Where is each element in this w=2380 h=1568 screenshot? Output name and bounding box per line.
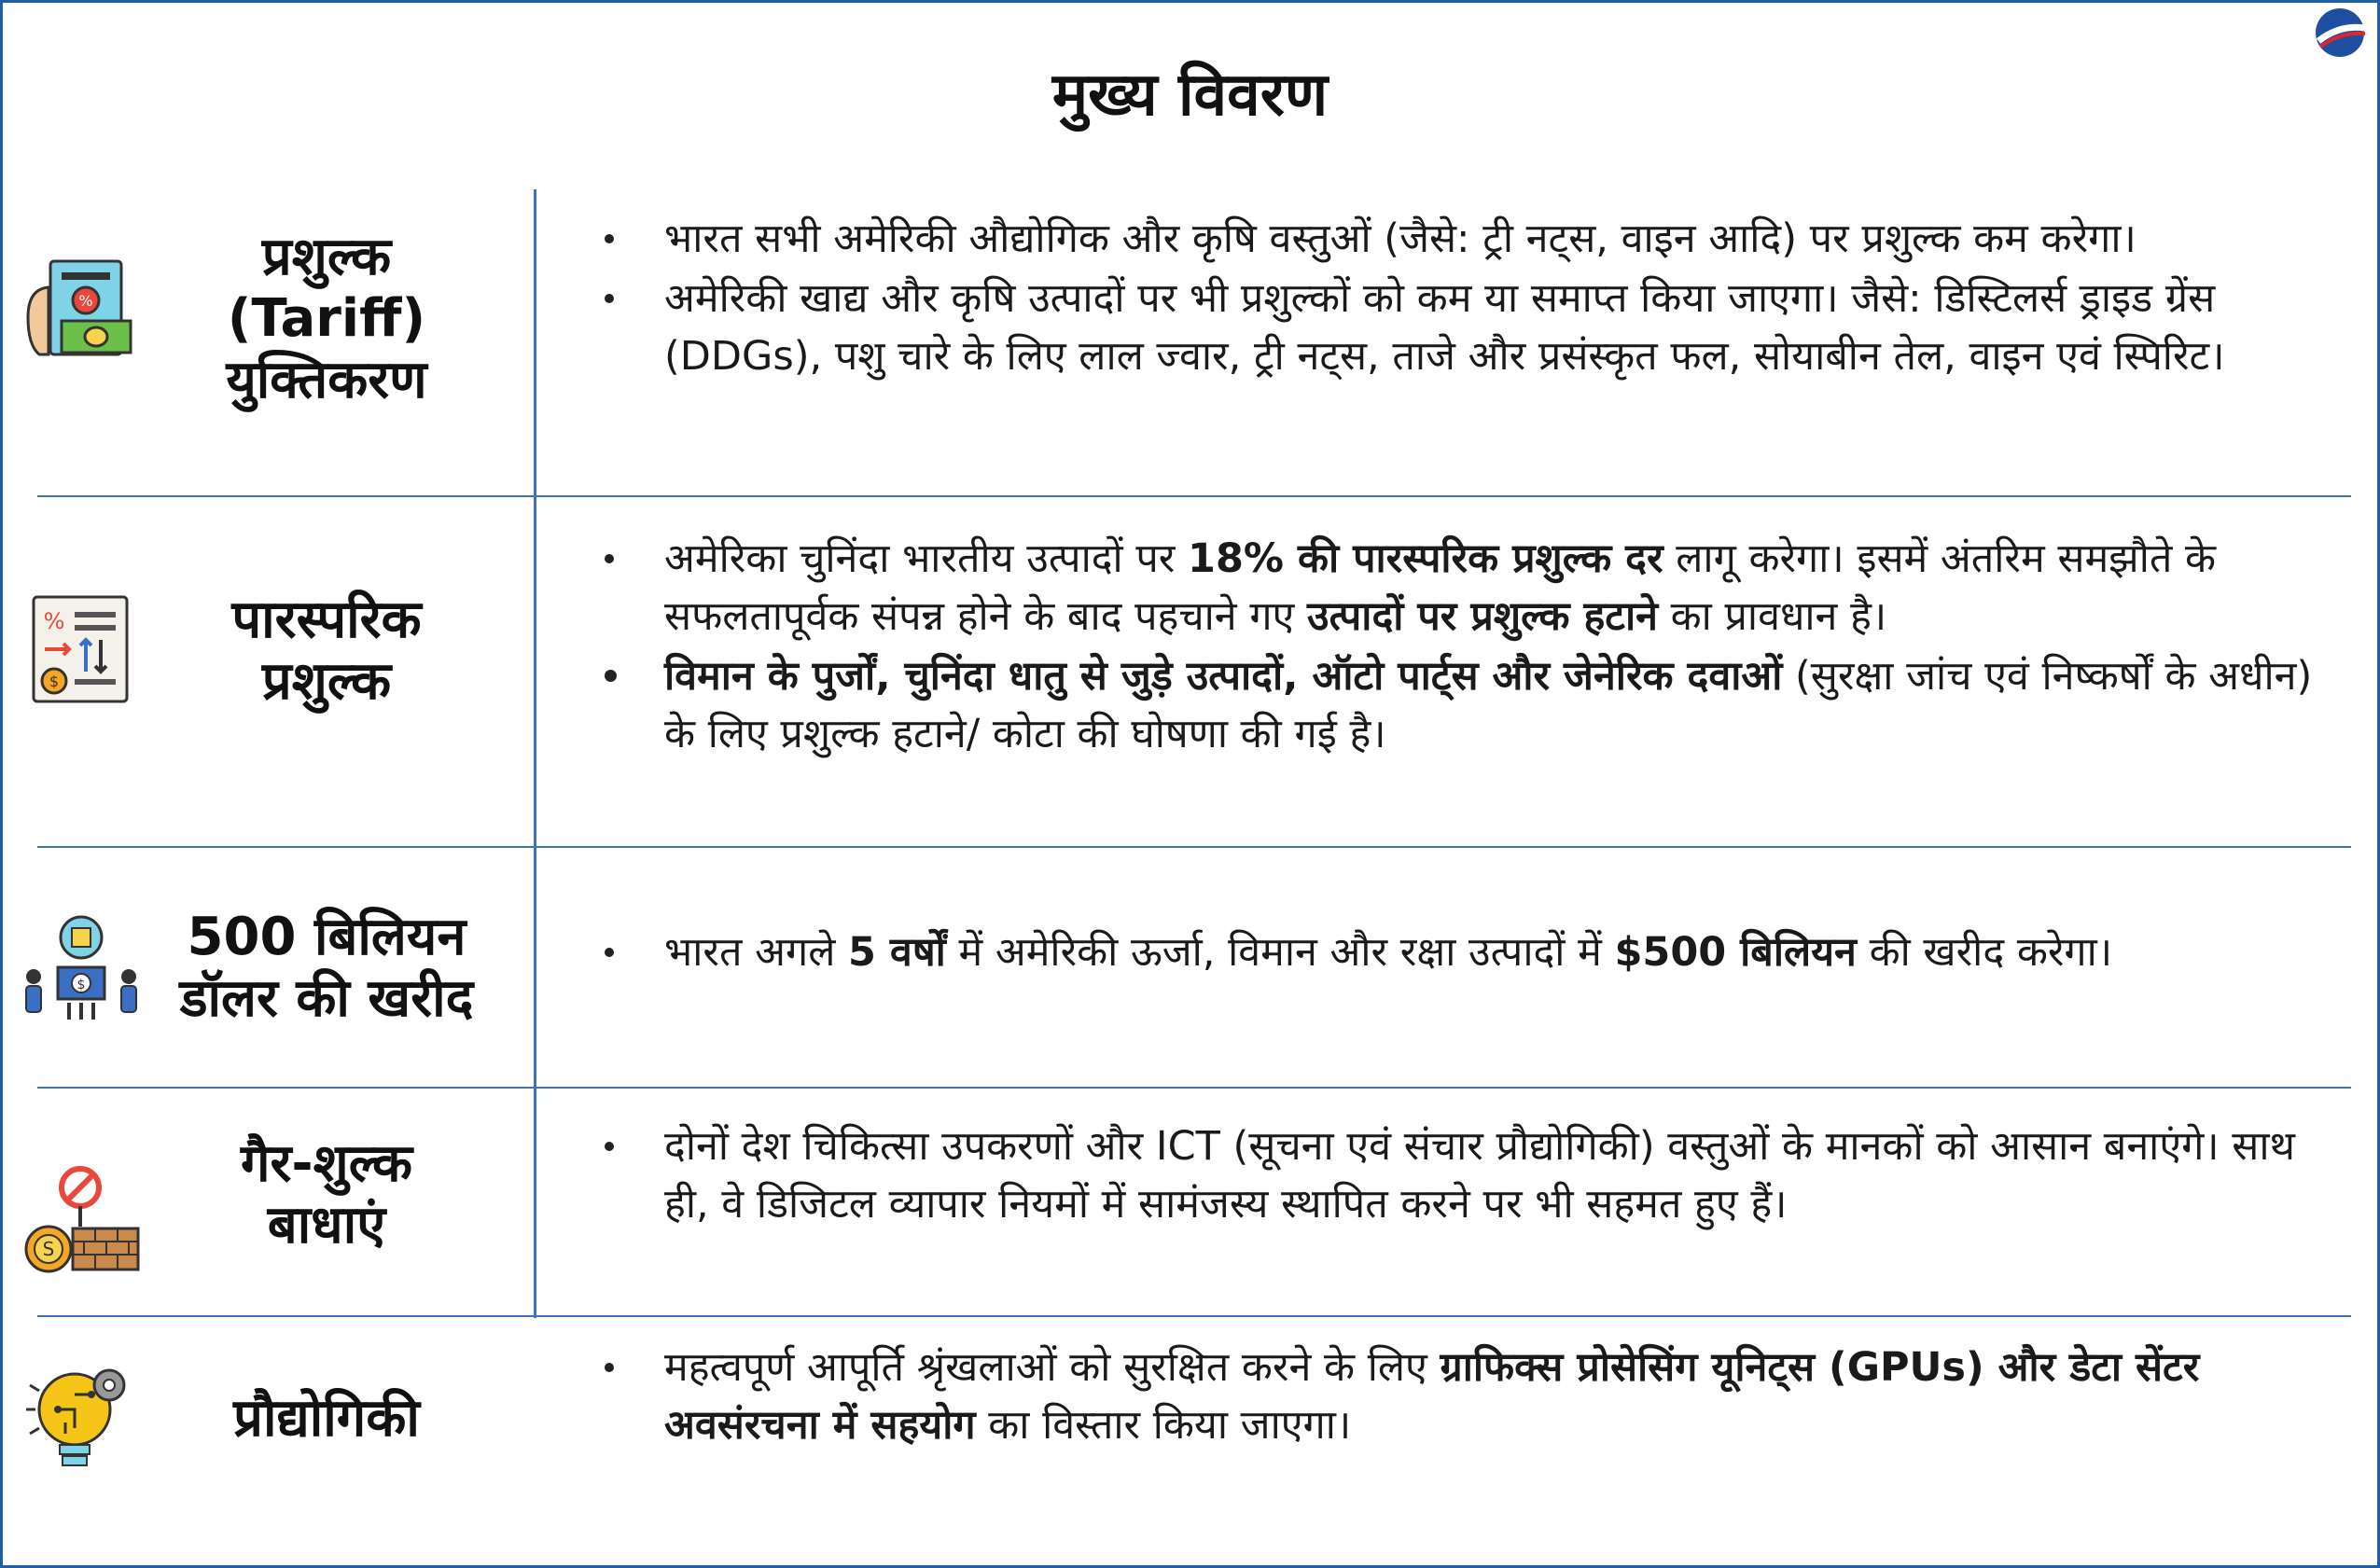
row-label: गैर-शुल्क बाधाएं xyxy=(240,1133,413,1256)
tariff-document-icon xyxy=(21,252,142,373)
list-item: भारत सभी अमेरिकी औद्योगिक और कृषि वस्तुओं (जैसे: ट्री नट्स, वाइन आदि) पर प्रशुल्क कम करेगा। xyxy=(597,210,2332,268)
list-item: अमेरिकी खाद्य और कृषि उत्पादों पर भी प्रशुल्कों को कम या समाप्त किया जाएगा। जैसे: डिस्टिलर्स ड्राइड ग्रेंस (DDGs), पशु चारे के लिए लाल ज्वार, ट्री नट्स, ताजे और प्रसंस्कृत फल, सोयाबीन तेल, वाइन एवं स्पिरिट। xyxy=(597,270,2332,385)
svg-text:%: % xyxy=(43,608,65,634)
bullet-list xyxy=(597,530,2332,765)
svg-text:$: $ xyxy=(77,978,86,992)
column-divider xyxy=(534,189,536,1318)
svg-text:S: S xyxy=(42,1238,55,1260)
row-label: प्रौद्योगिकी xyxy=(233,1388,420,1449)
non-tariff-barrier-icon xyxy=(21,1161,142,1283)
list-item: महत्वपूर्ण आपूर्ति श्रृंखलाओं को सुरक्षित करने के लिए ग्राफिक्स प्रोसेसिंग यूनिट्स (GPUs) और डेटा सेंटर अवसंरचना में सहयोग का विस्तार किया जाएगा। xyxy=(597,1339,2332,1454)
page-title: मुख्य विवरण xyxy=(1051,61,1329,130)
list-item: अमेरिका चुनिंदा भारतीय उत्पादों पर 18% की पारस्परिक प्रशुल्क दर लागू करेगा। इसमें अंतरिम समझौते के सफलतापूर्वक संपन्न होने के बाद पहचाने गए उत्पादों पर प्रशुल्क हटाने का प्रावधान है। xyxy=(597,530,2332,645)
row-divider xyxy=(37,1315,2351,1317)
reciprocal-tariff-icon xyxy=(21,588,142,709)
bullet-list xyxy=(597,1339,2332,1456)
list-item: दोनों देश चिकित्सा उपकरणों और ICT (सूचना एवं संचार प्रौद्योगिकी) वस्तुओं के मानकों को आसान बनाएंगे। साथ ही, वे डिजिटल व्यापार नियमों में सामंजस्य स्थापित करने पर भी सहमत हुए हैं। xyxy=(597,1117,2332,1233)
row-label: 500 बिलियन डॉलर की खरीद xyxy=(179,907,474,1029)
svg-text:$: $ xyxy=(49,673,60,690)
row-label: पारस्परिक प्रशुल्क xyxy=(231,590,422,712)
list-item: विमान के पुर्जों, चुनिंदा धातु से जुड़े उत्पादों, ऑटो पार्ट्स और जेनेरिक दवाओं (सुरक्षा जांच एवं निष्कर्षों के अधीन) के लिए प्रशुल्क हटाने/ कोटा की घोषणा की गई है। xyxy=(597,647,2332,763)
row-label: प्रशुल्क (Tariff) युक्तिकरण xyxy=(226,227,427,410)
row-divider xyxy=(37,846,2351,848)
technology-bulb-icon xyxy=(21,1357,142,1478)
row-divider xyxy=(37,495,2351,497)
bullet-list xyxy=(597,210,2332,387)
list-item: भारत अगले 5 वर्षों में अमेरिकी ऊर्जा, विमान और रक्षा उत्पादों में $500 बिलियन की खरीद करेगा। xyxy=(597,923,2332,981)
bullet-list xyxy=(597,1117,2332,1235)
svg-text:%: % xyxy=(78,292,93,310)
row-divider xyxy=(37,1087,2351,1089)
purchase-people-icon xyxy=(21,909,142,1031)
bullet-list xyxy=(597,923,2332,983)
